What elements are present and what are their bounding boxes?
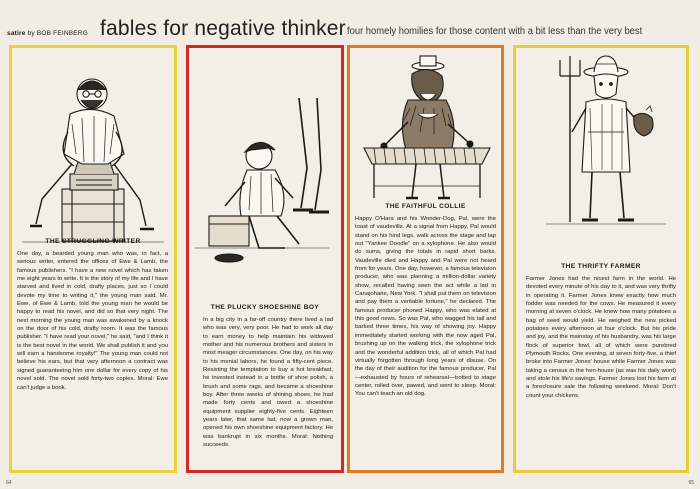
fable-text: Farmer Jones had the nicest farm in the world. He devoted every minute of his day to it, and was very thrifty in operating it. Farmer Jones knew exactly how much fodder was needed for the cows. He measured it every morning at seven o'clock. He knew how many potatoes a bag of seed would yield. He weighed the new picked potatoes every afternoon at four o'clock. But his pride and joy, and the mainstay of his husbandry, was his large flock of superior fowl, all of which were purebred Plymouth Rocks. One evening, at seven forty-five, a thief broke into Farmer Jones' house while Farmer Jones was taking a census in the hen-house (as was his daily wont) and stole his life's savings. Farmer Jones lost his farm at a foreclosure sale the following weekend. Moral: Don't count your chickens. <box>526 276 676 399</box>
fable-text: Happy O'Hara and his Wonder-Dog, Pal, were the toast of vaudeville. At a signal from Happy, Pal would stand on his hind legs, walk across the stage and tap out "Yankee Doodle" on a xylophone. He also would do sums, giving the totals in rapid short barks. Vaudeville died and Happy and Pal were not heard from for years. One day, however, a famous television producer, who was planning a million-dollar variety show, recalled having seen the act while a lad in Canajoharie, New York. "I shall put them on television and pay them a veritable fortune," he declared. The famous producer phoned Happy, who was elated at this good news. So was Pal, who wagged his tail and barked three times, his way of showing joy. Happy immediately started working with the now aged Pal, brushing up on the walking trick, the xylophone trick and the wonderful addition trick, all of which Pal had virtually forgotten through long years of disuse. On the day of their audition for the famous producer, Pal—exhausted by hours of rehearsal—trotted to stage center, rolled over, pawed, and went to sleep. Moral: You can't teach an old dog. <box>355 216 496 398</box>
fable-panel-collie <box>347 45 504 473</box>
byline <box>7 30 88 37</box>
satire-label: satire <box>7 30 26 37</box>
page-number-left: 64 <box>6 480 12 486</box>
fable-panel-farmer <box>513 45 689 473</box>
fable-caption: THE THRIFTY FARMER <box>561 263 641 270</box>
collie-illustration <box>350 52 501 202</box>
article-subtitle: four homely homilies for those content with a bit less than the very best <box>347 26 643 37</box>
fable-panel-writer <box>9 45 177 473</box>
writer-illustration <box>12 54 174 254</box>
fable-panel-shoeshine <box>186 45 344 473</box>
page-header <box>0 0 700 46</box>
farmer-illustration <box>516 52 686 232</box>
fable-caption: THE FAITHFUL COLLIE <box>385 203 466 210</box>
page-number-right: 65 <box>688 480 694 486</box>
fable-caption: THE STRUGGLING WRITER <box>45 238 141 245</box>
shoeshine-illustration <box>189 98 341 278</box>
fable-caption: THE PLUCKY SHOESHINE BOY <box>210 304 320 311</box>
author-credit: by BOB FEINBERG <box>27 30 88 37</box>
fable-text: In a big city in a far-off country there lived a lad who was very, very poor. He had to work all day to earn money to help maintain his widowed mother and his numerous brothers and sisters in most meager circumstances. One day, on his way to his menial labors, he found a fifty-cent piece. Resisting the temptation to buy a hot breakfast, he invested instead in a bottle of shoe polish, a brush and some rags, and became a shoeshine boy. After three weeks of shining shoes, he had made forty cents and owed a shoeshine equipment supplier eighty-five cents. Eighteen years later, that same lad, now a grown man, opened his own shoeshine equipment factory. He was bankrupt in six months. Moral: Nothing succeeds. <box>203 317 333 449</box>
article-title: fables for negative thinker <box>100 17 346 40</box>
fable-text: One day, a bearded young man who was, in fact, a serious writer, entered the offices of Ewe & Lamb, the famous publishers. "I have a new novel which has taken me eight years to write. It is the story of my life and I have starved and lived in cold, drafty places, just so I could devote my time to writing it," the young man said. Mr. Ewe, of Ewe & Lamb, told the young man he would be happy to read his novel, and did so that very night. The next morning the young man was awakened by a knock on the door of his cold, drafty room. It was the famous publisher. "I have read your novel," he said, "and I think it is the best novel in the world. We shall publish it and you will earn a handsome royalty!" The young man could not believe his ears, but that very afternoon a contract was signed guaranteeing him one dollar for every copy of his novel sold. The novel sold forty-two copies. Moral: Ewe can't judge a book. <box>17 251 168 391</box>
